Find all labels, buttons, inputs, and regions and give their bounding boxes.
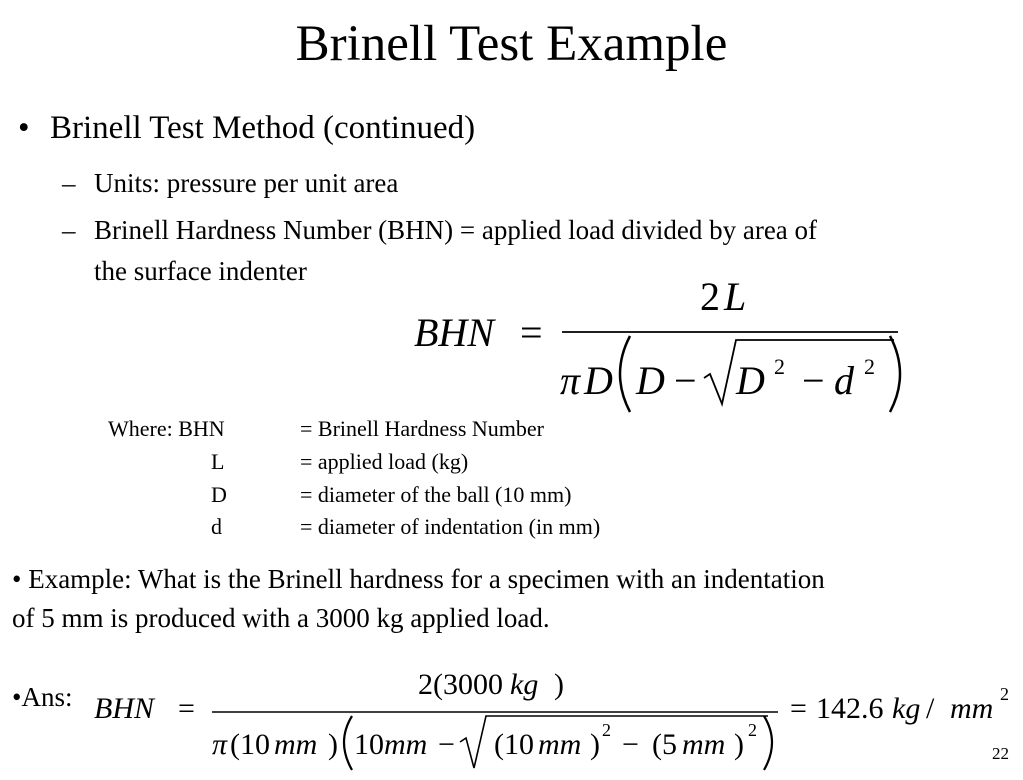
ans-num-unit: kg xyxy=(510,668,539,701)
ans-exp-1: 2 xyxy=(602,720,611,740)
ans-den-close: ) xyxy=(328,728,338,761)
subbullet-bhn-definition-cont: the surface indenter xyxy=(94,256,307,286)
ans-result-kg: kg xyxy=(892,692,921,725)
bullet-dot: • xyxy=(18,110,30,146)
where-sym-L: L xyxy=(211,449,225,474)
ans-num-close: ) xyxy=(554,668,564,701)
slide-title: Brinell Test Example xyxy=(295,16,728,72)
ans-paren-close xyxy=(764,716,772,770)
where-def-D: = diameter of the ball (10 mm) xyxy=(300,482,572,507)
formula-exp-2: 2 xyxy=(864,354,875,379)
formula-D-sq: D xyxy=(736,358,765,403)
ans-minus: − xyxy=(438,728,455,761)
subbullet-text: Units: pressure per unit area xyxy=(94,168,399,198)
dash-marker: – xyxy=(62,168,76,198)
where-def-d: = diameter of indentation (in mm) xyxy=(300,514,601,539)
ans-den-a: (10 xyxy=(230,728,270,761)
where-label: Where: BHN xyxy=(108,416,225,441)
page-number: 22 xyxy=(992,744,1009,763)
ans-result-eq: = xyxy=(790,692,807,725)
where-def-bhn: = Brinell Hardness Number xyxy=(300,416,544,441)
formula-exp: 2 xyxy=(774,354,785,379)
where-def-L: = applied load (kg) xyxy=(300,449,469,474)
dash-marker: – xyxy=(62,215,76,245)
formula-equals: = xyxy=(520,310,543,355)
subbullet-text: Brinell Hardness Number (BHN) = applied load divided by area of xyxy=(94,215,818,245)
formula-d: d xyxy=(834,358,854,403)
formula-lhs: BHN xyxy=(414,310,494,355)
example-line-2: of 5 mm is produced with a 3000 kg applied load. xyxy=(12,603,550,633)
formula-num-var: L xyxy=(724,274,747,319)
answer-label: •Ans: xyxy=(12,682,73,712)
ans-exp-2: 2 xyxy=(748,720,757,740)
formula-minus: − xyxy=(674,358,697,403)
ans-den-mm: mm xyxy=(274,728,318,761)
ans-open5: (5 xyxy=(652,728,677,761)
ans-open10-mm: mm xyxy=(538,728,582,761)
formula-pi: π xyxy=(560,358,581,403)
where-sym-d: d xyxy=(211,514,222,539)
ans-result-mm: mm xyxy=(950,692,994,725)
ans-open5-mm: mm xyxy=(682,728,726,761)
ans-close-1: ) xyxy=(590,728,600,761)
ans-paren-open xyxy=(344,716,352,770)
ans-num-a: 2(3000 xyxy=(418,668,503,701)
ans-ten: 10 xyxy=(354,728,384,761)
formula-num-coef: 2 xyxy=(700,274,720,319)
example-line-1: • Example: What is the Brinell hardness for a specimen with an indentation xyxy=(12,564,825,594)
formula-minus-2: − xyxy=(802,358,825,403)
bullet-text: Brinell Test Method (continued) xyxy=(50,110,476,146)
ans-ten-mm: mm xyxy=(384,728,428,761)
ans-result-exp: 2 xyxy=(1000,684,1009,704)
formula-D-outer: D xyxy=(584,358,613,403)
formula-D-inner: D xyxy=(636,358,665,403)
ans-lhs: BHN xyxy=(94,692,154,725)
ans-result-num: 142.6 xyxy=(816,692,884,725)
ans-equals: = xyxy=(178,692,195,725)
ans-close-2: ) xyxy=(734,728,744,761)
ans-den-pi: π xyxy=(212,728,228,761)
ans-result-slash: / xyxy=(926,692,935,725)
ans-minus-2: − xyxy=(622,728,639,761)
where-sym-D: D xyxy=(211,482,227,507)
ans-open10: (10 xyxy=(494,728,534,761)
